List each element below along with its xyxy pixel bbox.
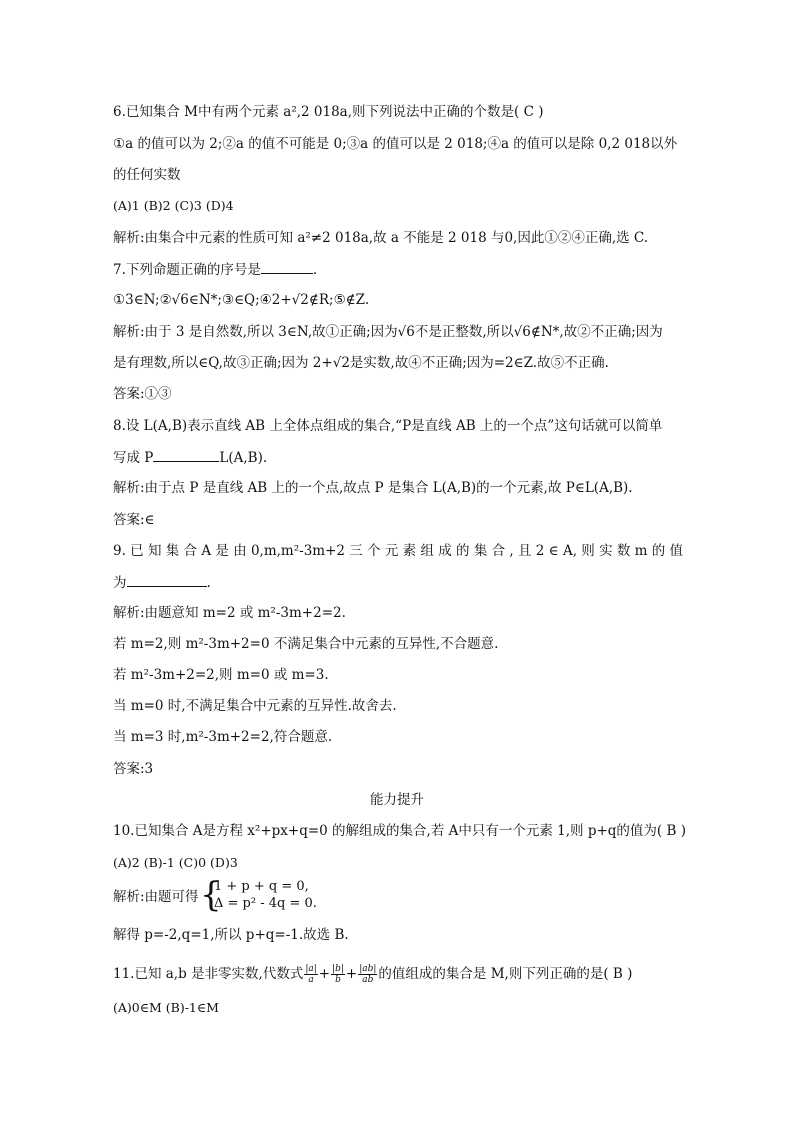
q7-analysis-line2: 是有理数,所以∈Q,故③正确;因为 2+√2是实数,故④不正确;因为=2∈Z.故⑤不正确. xyxy=(113,355,609,371)
section-title: 能力提升 xyxy=(370,792,424,808)
q7-stem-text: 7.下列命题正确的序号是 xyxy=(113,262,261,278)
q8-stem-line1: 8.设 L(A,B)表示直线 AB 上全体点组成的集合,“P是直线 AB 上的一个点”这句话就可以简单 xyxy=(113,418,663,434)
q9-analysis-line2: 若 m=2,则 m²-3m+2=0 不满足集合中元素的互异性,不合题意. xyxy=(113,636,499,652)
q10-system-eq2: Δ = p² - 4q = 0. xyxy=(214,896,317,911)
q6-analysis: 解析:由集合中元素的性质可知 a²≠2 018a,故 a 不能是 2 018 与0,因此①②④正确,选 C. xyxy=(113,230,649,246)
q11-fraction-1 xyxy=(304,964,317,985)
q10-options: (A)2 (B)-1 (C)0 (D)3 xyxy=(113,855,238,870)
q9-stem-line2 xyxy=(113,572,211,593)
q11-plus-1: + xyxy=(318,966,331,982)
q7-stem xyxy=(113,259,317,280)
q11-fraction-3-numerator: |ab| xyxy=(359,964,377,974)
q8-analysis: 解析:由于点 P 是直线 AB 上的一个点,故点 P 是集合 L(A,B)的一个元素,故 P∈L(A,B). xyxy=(113,480,633,496)
q7-items: ①3∈N;②√6∈N*;③∈Q;④2+√2∉R;⑤∉Z. xyxy=(113,292,370,308)
system-brace: { xyxy=(200,875,222,915)
q10-analysis-prefix: 解析:由题可得 xyxy=(113,889,199,905)
q9-analysis-line3: 若 m²-3m+2=2,则 m=0 或 m=3. xyxy=(113,667,329,683)
q7-stem-end: . xyxy=(312,262,318,278)
q10-conclusion: 解得 p=-2,q=1,所以 p+q=-1.故选 B. xyxy=(113,927,349,943)
q6-statements-line2: 的任何实数 xyxy=(113,167,181,183)
q8-answer: 答案:∈ xyxy=(113,512,155,528)
q9-analysis-line4: 当 m=0 时,不满足集合中元素的互异性.故舍去. xyxy=(113,698,397,714)
q6-stem: 6.已知集合 M中有两个元素 a²,2 018a,则下列说法中正确的个数是( C ) xyxy=(113,104,544,120)
q11-fraction-1-denominator: a xyxy=(308,975,314,985)
q9-stem-line1: 9. 已 知 集 合 A 是 由 0,m,m²-3m+2 三 个 元 素 组 成 的 集 合 , 且 2 ∈ A, 则 实 数 m 的 值 xyxy=(113,543,684,559)
q7-answer: 答案:①③ xyxy=(113,386,172,402)
q10-system-eq1: 1 + p + q = 0, xyxy=(214,879,309,894)
q11-fraction-2-numerator: |b| xyxy=(332,964,344,974)
q8-stem-line2 xyxy=(113,447,267,468)
q11-stem-end: 的值组成的集合是 M,则下列正确的是( B ) xyxy=(378,966,633,982)
q11-fraction-3-denominator: ab xyxy=(362,975,374,985)
q9-stem-end: . xyxy=(206,575,211,591)
q9-stem-prefix: 为 xyxy=(113,575,127,591)
q11-options: (A)0∈M (B)-1∈M xyxy=(113,1000,219,1015)
q6-options: (A)1 (B)2 (C)3 (D)4 xyxy=(113,198,234,213)
q11-fraction-3 xyxy=(358,964,377,985)
q9-analysis-line5: 当 m=3 时,m²-3m+2=2,符合题意. xyxy=(113,729,333,745)
q11-stem-text: 11.已知 a,b 是非零实数,代数式 xyxy=(113,966,304,982)
q11-plus-2: + xyxy=(345,966,358,982)
q8-stem-suffix: L(A,B). xyxy=(219,450,268,466)
q11-fraction-2 xyxy=(331,964,345,985)
q8-answer-blank xyxy=(153,447,219,462)
q9-analysis-line1: 解析:由题意知 m=2 或 m²-3m+2=2. xyxy=(113,605,346,621)
q9-answer-blank xyxy=(127,572,207,587)
q7-analysis-line1: 解析:由于 3 是自然数,所以 3∈N,故①正确;因为√6不是正整数,所以√6∉N*,故②不正确;因为 xyxy=(113,324,663,340)
q11-fraction-1-numerator: |a| xyxy=(305,964,317,974)
q8-stem-prefix: 写成 P xyxy=(113,450,154,466)
q11-stem xyxy=(113,964,632,985)
q11-fraction-2-denominator: b xyxy=(335,975,341,985)
q7-answer-blank xyxy=(261,259,313,274)
q10-stem: 10.已知集合 A是方程 x²+px+q=0 的解组成的集合,若 A中只有一个元素 1,则 p+q的值为( B ) xyxy=(113,823,686,839)
q9-answer: 答案:3 xyxy=(113,761,154,777)
q6-statements-line1: ①a 的值可以为 2;②a 的值不可能是 0;③a 的值可以是 2 018;④a 的值可以是除 0,2 018以外 xyxy=(113,136,678,152)
